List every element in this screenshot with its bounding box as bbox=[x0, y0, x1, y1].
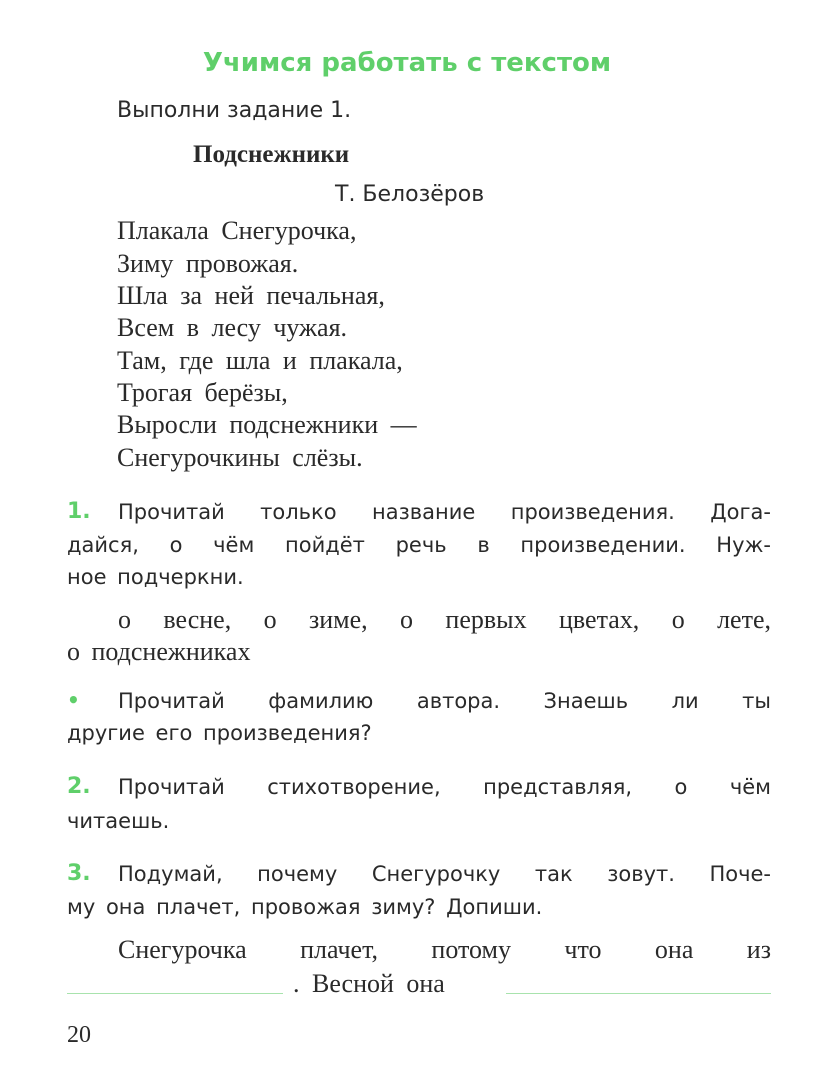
task-text: читаешь. bbox=[67, 809, 170, 833]
task-text: Прочитай только название произведения. Дога- bbox=[118, 500, 771, 524]
task-text: Подумай, почему Снегурочку так зовут. Поче- bbox=[118, 862, 771, 886]
poem-author: Т. Белозёров bbox=[335, 182, 485, 207]
poem-line: Трогая берёзы, bbox=[117, 378, 288, 407]
poem-title: Подснежники bbox=[193, 141, 350, 168]
poem-line: Снегурочкины слёзы. bbox=[117, 443, 363, 472]
poem-line: Там, где шла и плакала, bbox=[117, 346, 403, 375]
poem-line: Шла за ней печальная, bbox=[117, 281, 385, 310]
page-number: 20 bbox=[67, 1022, 91, 1048]
poem-line: Выросли подснежники — bbox=[117, 410, 417, 439]
task-number: 2. bbox=[67, 774, 91, 799]
task-text: му она плачет, провожая зиму? Допиши. bbox=[67, 895, 543, 919]
task-text: Прочитай стихотворение, представляя, о чём bbox=[118, 775, 771, 799]
option-line[interactable]: о подснежниках bbox=[67, 637, 251, 666]
poem-line: Плакала Снегурочка, bbox=[117, 216, 357, 245]
task-text: Прочитай фамилию автора. Знаешь ли ты bbox=[118, 689, 771, 713]
task-number: 3. bbox=[67, 861, 91, 886]
poem-line: Всем в лесу чужая. bbox=[117, 313, 348, 342]
instruction: Выполни задание 1. bbox=[117, 98, 352, 123]
answer-blank-1[interactable] bbox=[67, 993, 283, 994]
bullet-icon: • bbox=[67, 688, 80, 712]
task-text: ное подчеркни. bbox=[67, 565, 244, 589]
fill-text: . Весной она bbox=[293, 969, 445, 998]
task-text: другие его произведения? bbox=[67, 721, 372, 745]
section-title: Учимся работать с текстом bbox=[202, 48, 612, 78]
poem-line: Зиму провожая. bbox=[117, 249, 299, 278]
task-text: дайся, о чём пойдёт речь в произведении. Нуж- bbox=[67, 533, 771, 557]
fill-text: Снегурочка плачет, потому что она из bbox=[118, 935, 771, 964]
option-line[interactable]: о весне, о зиме, о первых цветах, о лете, bbox=[118, 605, 771, 634]
answer-blank-2[interactable] bbox=[506, 993, 771, 994]
task-number: 1. bbox=[67, 499, 91, 524]
